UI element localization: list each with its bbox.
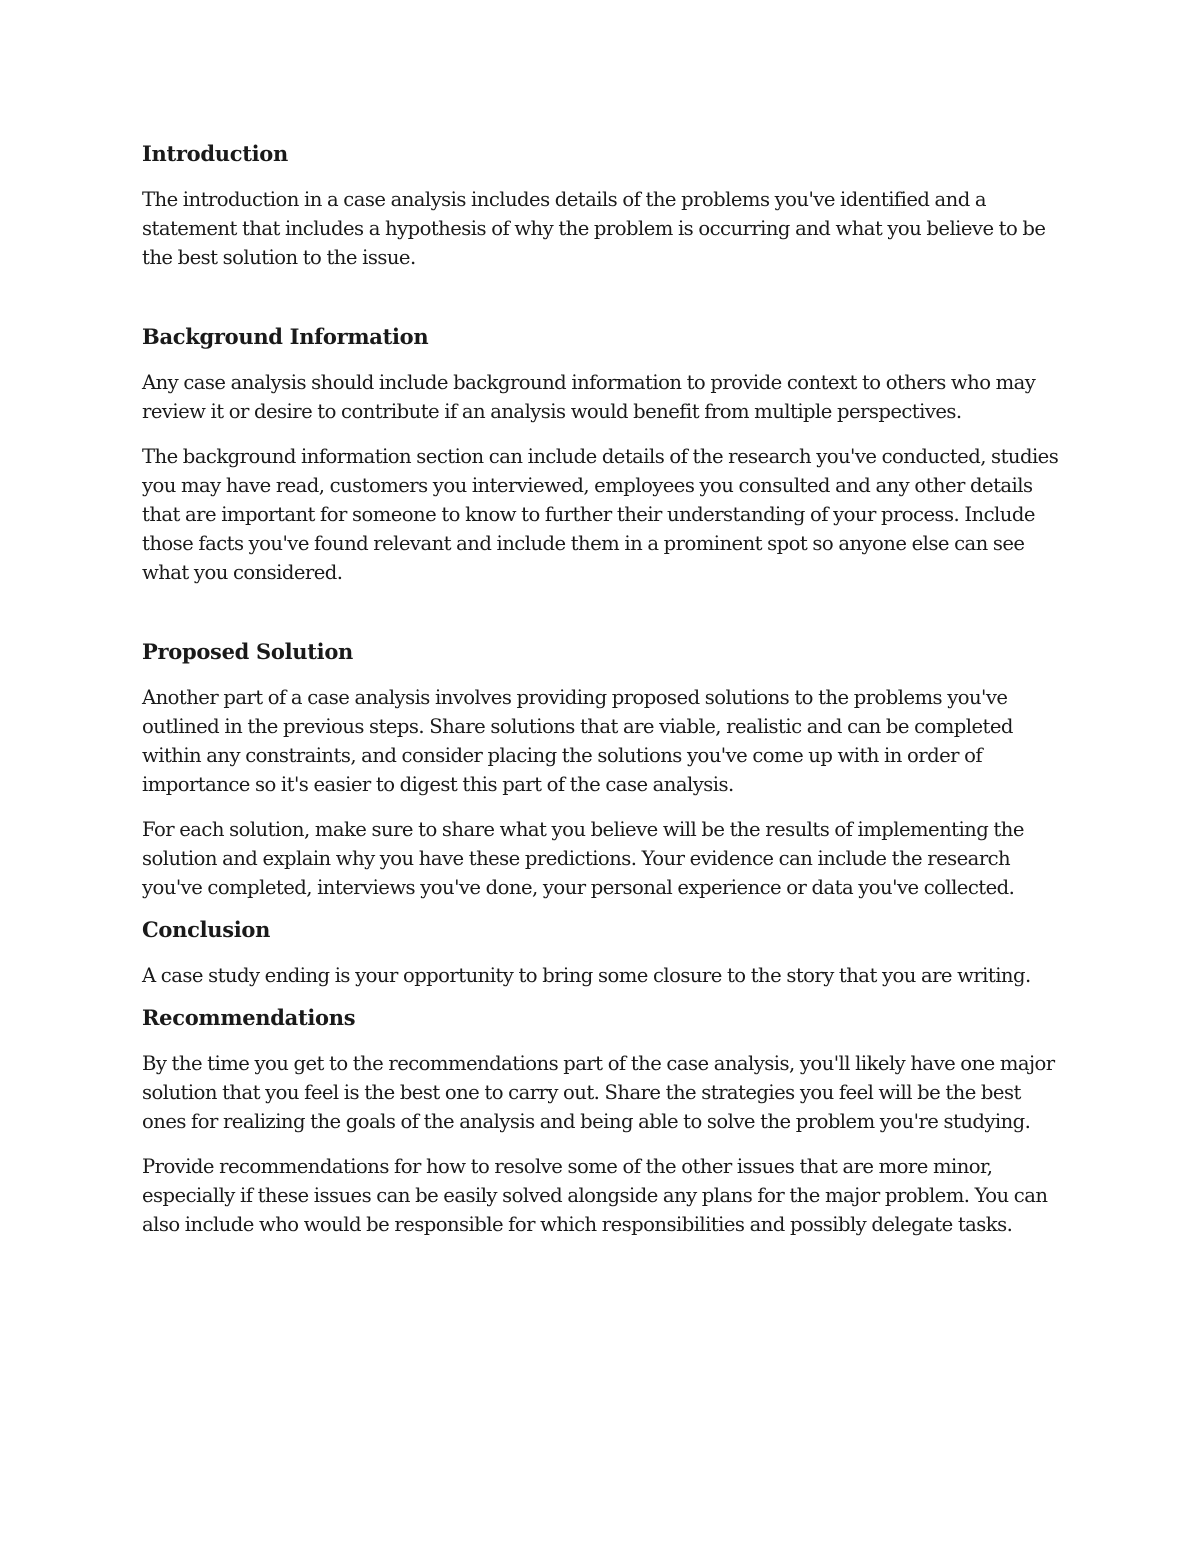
- section-heading-conclusion: Conclusion: [142, 917, 271, 942]
- section-proposed-solution: [142, 637, 1062, 902]
- paragraph: By the time you get to the recommendations part of the case analysis, you'll likely have one major solution that you feel is the best one to carry out. Share the strategies you feel will be the best ones for realizing the goals of the analysis and being able to solve the problem you're studying.: [142, 1052, 1055, 1133]
- section-background-information: [142, 322, 1062, 587]
- section-heading-recommendations: Recommendations: [142, 1005, 356, 1030]
- document-body: [142, 139, 1062, 1252]
- paragraph: The background information section can include details of the research you've conducted, studies you may have read, customers you interviewed, employees you consulted and any other details that are important for someone to know to further their understanding of your process. Include those facts you've found relevant and include them in a prominent spot so anyone else can see what you considered.: [142, 445, 1059, 584]
- section-recommendations: [142, 1003, 1062, 1239]
- paragraph: Any case analysis should include background information to provide context to others who may review it or desire to contribute if an analysis would benefit from multiple perspectives.: [142, 371, 1036, 423]
- paragraph: Another part of a case analysis involves providing proposed solutions to the problems you've outlined in the previous steps. Share solutions that are viable, realistic and can be completed within any constraints, and consider placing the solutions you've come up with in order of importance so it's easier to digest this part of the case analysis.: [142, 686, 1013, 796]
- paragraph: For each solution, make sure to share what you believe will be the results of implementing the solution and explain why you have these predictions. Your evidence can include the research you've completed, interviews you've done, your personal experience or data you've collected.: [142, 818, 1024, 899]
- paragraph: A case study ending is your opportunity to bring some closure to the story that you are writing.: [142, 964, 1031, 987]
- paragraph: The introduction in a case analysis includes details of the problems you've identified and a statement that includes a hypothesis of why the problem is occurring and what you believe to be the best solution to the issue.: [142, 188, 1046, 269]
- section-introduction: [142, 139, 1062, 272]
- section-heading-introduction: Introduction: [142, 141, 288, 166]
- paragraph: Provide recommendations for how to resolve some of the other issues that are more minor, especially if these issues can be easily solved alongside any plans for the major problem. You can also include who would be responsible for which responsibilities and possibly delegate tasks.: [142, 1155, 1048, 1236]
- section-heading-proposed-solution: Proposed Solution: [142, 639, 354, 664]
- section-heading-background-information: Background Information: [142, 324, 429, 349]
- section-conclusion: [142, 915, 1062, 990]
